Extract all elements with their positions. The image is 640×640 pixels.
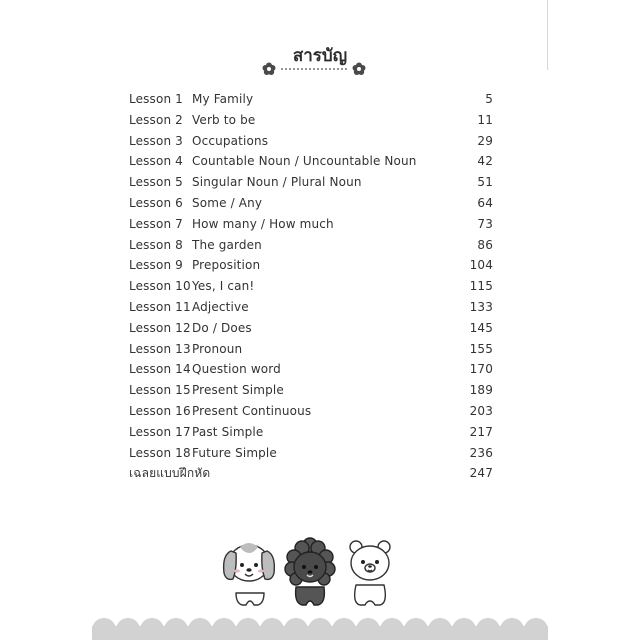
toc-row[interactable] <box>129 193 493 214</box>
toc-row[interactable] <box>129 214 493 235</box>
flower-dots-divider-icon <box>262 62 366 76</box>
toc-page-number: 64 <box>477 195 493 210</box>
toc-lesson-label: Lesson 14 <box>129 362 191 377</box>
toc-lesson-label: Lesson 15 <box>129 383 191 398</box>
toc-topic: Present Simple <box>192 383 284 398</box>
toc-row[interactable] <box>129 401 493 422</box>
toc-page-number: 73 <box>477 216 493 231</box>
toc-page-number: 145 <box>469 320 493 335</box>
toc-topic: Past Simple <box>192 424 264 439</box>
page-title: สารบัญ <box>292 46 348 66</box>
toc-row[interactable] <box>129 151 493 172</box>
toc-page-number: 5 <box>485 92 493 106</box>
toc-topic: Preposition <box>192 258 261 273</box>
toc-topic: Some / Any <box>192 195 263 210</box>
toc-page-number: 247 <box>469 466 493 481</box>
toc-page-number: 189 <box>469 383 493 398</box>
scallop-border-decoration <box>92 616 548 640</box>
toc-lesson-label: Lesson 2 <box>129 112 183 127</box>
toc-topic: The garden <box>192 237 262 252</box>
toc-topic: Singular Noun / Plural Noun <box>192 175 362 190</box>
bear-mascot-icon <box>350 541 390 605</box>
toc-row[interactable] <box>129 255 493 276</box>
toc-page-number: 115 <box>469 279 493 294</box>
toc-row[interactable] <box>129 359 493 380</box>
toc-topic: Adjective <box>192 299 249 314</box>
toc-row[interactable] <box>129 172 493 193</box>
toc-lesson-label: Lesson 7 <box>129 216 183 231</box>
toc-topic: Question word <box>192 362 281 377</box>
toc-row[interactable] <box>129 110 493 131</box>
mascot-illustration <box>222 535 398 607</box>
toc-lesson-label: Lesson 10 <box>129 279 191 294</box>
toc-lesson-label: Lesson 3 <box>129 133 183 148</box>
toc-lesson-label: Lesson 8 <box>129 237 183 252</box>
toc-lesson-label: Lesson 16 <box>129 403 191 418</box>
poodle-mascot-icon <box>285 538 335 605</box>
table-of-contents <box>129 89 493 484</box>
toc-lesson-label: Lesson 18 <box>129 445 191 460</box>
toc-row[interactable] <box>129 276 493 297</box>
toc-lesson-label: Lesson 6 <box>129 195 183 210</box>
toc-topic: My Family <box>192 92 254 106</box>
toc-row[interactable] <box>129 339 493 360</box>
toc-row[interactable] <box>129 89 493 110</box>
toc-lesson-label: Lesson 4 <box>129 154 183 169</box>
right-flower-icon <box>353 63 366 76</box>
toc-topic: Countable Noun / Uncountable Noun <box>192 154 417 169</box>
toc-topic: Pronoun <box>192 341 243 356</box>
toc-page-number: 11 <box>477 112 493 127</box>
toc-topic: How many / How much <box>192 216 334 231</box>
toc-row[interactable] <box>129 131 493 152</box>
toc-topic: Yes, I can! <box>192 279 255 294</box>
toc-page-number: 104 <box>469 258 493 273</box>
toc-page-number: 203 <box>469 403 493 418</box>
toc-row[interactable] <box>129 318 493 339</box>
toc-page-number: 133 <box>469 299 493 314</box>
toc-topic: Do / Does <box>192 320 252 335</box>
toc-topic: Occupations <box>192 133 269 148</box>
toc-page-number: 155 <box>469 341 493 356</box>
toc-lesson-label: Lesson 13 <box>129 341 191 356</box>
left-flower-icon <box>263 63 276 76</box>
toc-lesson-label: Lesson 11 <box>129 299 191 314</box>
toc-page-number: 42 <box>477 154 493 169</box>
toc-lesson-label: Lesson 17 <box>129 424 191 439</box>
toc-row[interactable] <box>129 380 493 401</box>
toc-lesson-label: Lesson 9 <box>129 258 183 273</box>
puppy-mascot-icon <box>224 543 275 605</box>
toc-row-answer-key[interactable] <box>129 463 493 484</box>
toc-lesson-label: Lesson 5 <box>129 175 183 190</box>
toc-page-number: 236 <box>469 445 493 460</box>
dotted-line-icon <box>281 68 347 70</box>
toc-page-number: 86 <box>477 237 493 252</box>
toc-row[interactable] <box>129 235 493 256</box>
toc-row[interactable] <box>129 297 493 318</box>
toc-lesson-label: Lesson 1 <box>129 92 183 106</box>
toc-lesson-label: Lesson 12 <box>129 320 191 335</box>
toc-topic: Verb to be <box>192 112 256 127</box>
toc-topic: Future Simple <box>192 445 277 460</box>
toc-row[interactable] <box>129 422 493 443</box>
toc-topic: Present Continuous <box>192 403 312 418</box>
toc-page-number: 29 <box>477 133 493 148</box>
toc-lesson-label: เฉลยแบบฝึกหัด <box>129 466 211 481</box>
toc-page-number: 51 <box>477 175 493 190</box>
toc-page-number: 170 <box>469 362 493 377</box>
toc-row[interactable] <box>129 443 493 464</box>
toc-page-number: 217 <box>469 424 493 439</box>
